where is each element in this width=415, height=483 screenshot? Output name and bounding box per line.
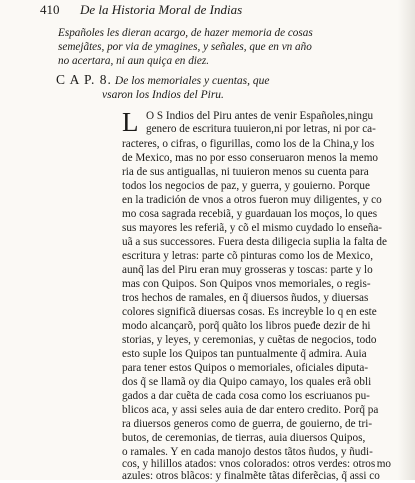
text-line: de Mexico, mas no por esso conseruaron menos la memo <box>122 152 379 164</box>
chapter-title-continued: vsaron los Indios del Piru. <box>102 89 224 101</box>
text-line: butos, de ceremonias, de tierras, auia diuersos Quipos, <box>122 432 366 444</box>
text-line: escritura y letras: parte cõ pinturas como los de Mexico, <box>122 250 374 262</box>
text-line: Españoles les dieran acargo, de hazer memoria de cosas <box>58 27 313 39</box>
drop-cap: L <box>122 107 139 137</box>
text-line: cos, y hilillos atados: vnos colorados: otros verdes: otros <box>122 458 376 470</box>
text-line: blicos aca, y assi seles auia de dar entero credito. Porq̃ pa <box>122 404 379 416</box>
text-line: uã a sus successores. Fuera desta diligecia suplia la falta de <box>122 236 387 248</box>
text-line: semejãtes, por via de ymagines, y señales, que en vn año <box>58 41 312 53</box>
text-line: no acertara, ni aun quiça en diez. <box>58 55 210 67</box>
chapter-label: C A P. 8. <box>56 72 112 87</box>
text-line: tros hechos de ramales, en q̃ diuersos ñudos, y diuersas <box>122 292 369 304</box>
text-line: o ramales. Y en cada manojo destos tãtos ñudos, y ñudi- <box>122 446 373 458</box>
text-line: mo cosa sagrada recebiã, y guardauan los moços, lo ques <box>122 208 378 220</box>
text-line: esto suple los Quipos tan puntualmente q̃ admira. Auia <box>122 348 367 360</box>
running-title: De la Historia Moral de Indias <box>80 2 243 17</box>
chapter-title: De los memoriales y cuentas, que <box>114 75 270 87</box>
text-line: en la tradición de vnos a otros fueron muy diligentes, y co <box>122 194 382 206</box>
text-line: storias, y leyes, y ceremonias, y cuẽtas de negocios, todo <box>122 334 377 346</box>
text-line: gados a dar cuẽta de cada cosa como los escriuanos pu- <box>122 390 370 402</box>
text-line: ria de sus antiguallas, ni tuuieron menos su cuenta para <box>122 166 369 178</box>
page-number: 410 <box>40 2 60 17</box>
chapter-heading <box>56 72 269 88</box>
text-line: modo alcançarõ, porq̃ quãto los libros pueđe dezir de hi <box>122 320 371 332</box>
catchword: mo <box>376 458 391 470</box>
text-line: para tener estos Quipos o memoriales, oficiales diputa- <box>122 362 369 374</box>
text-line: racteres, o cifras, o figurillas, como los de la China,y los <box>122 138 375 150</box>
text-line: colores significã diuersas cosas. Es increyble lo q en este <box>122 306 377 318</box>
page-header <box>40 2 400 20</box>
text-line: dos q̃ se llamã oy dia Quipo camayo, los quales erã obli <box>122 376 372 388</box>
text-line: genero de escritura tuuieron,ni por letras, ni por ca- <box>146 123 376 135</box>
text-line: azules: otros blãcos: y finalmẽte tãtas diferẽcias, q̃ assi co <box>122 470 380 482</box>
text-line: sus mayores les referiã, y cõ el mismo cuydado lo enseña- <box>122 222 383 234</box>
page-edge-shadow <box>398 0 415 480</box>
text-line: ra diuersos generos como de guerra, de gouierno, de tri- <box>122 418 373 430</box>
text-line: mas con Quipos. Son Quipos vnos memoriales, o regis- <box>122 278 371 290</box>
text-line: todos los negocios de paz, y guerra, y gouierno. Porque <box>122 180 370 192</box>
text-line: O S Indios del Piru antes de venir Españoles,ningu <box>146 110 374 122</box>
text-line: aunq̃ las del Piru eran muy grosseras y toscas: parte y lo <box>122 264 373 276</box>
